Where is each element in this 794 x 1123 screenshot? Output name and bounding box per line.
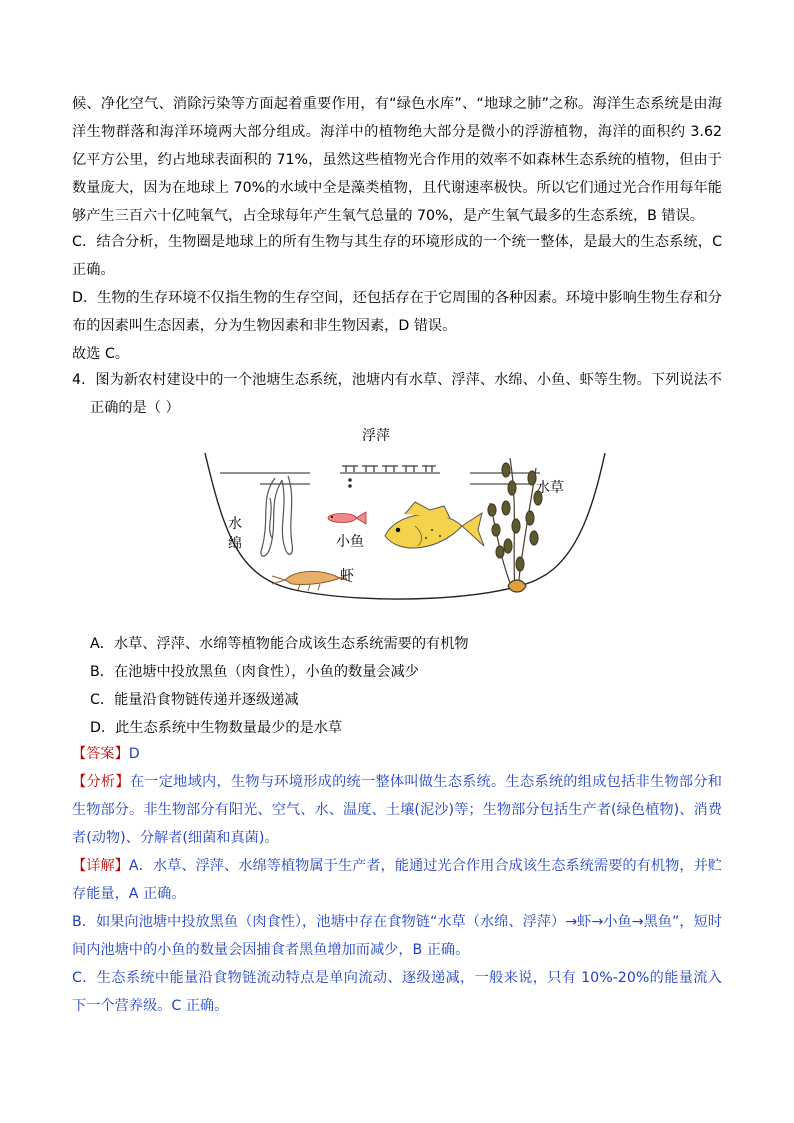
paragraph-option-c-explanation: C．结合分析，生物圈是地球上的所有生物与其生存的环境形成的一个统一整体，是最大的生态系统，C 正确。 bbox=[72, 234, 722, 278]
paragraph-conclusion: 故选 C。 bbox=[72, 346, 129, 362]
option-c: C．能量沿食物链传递并逐级递减 bbox=[90, 692, 299, 708]
detail-a-paragraph bbox=[72, 852, 722, 908]
option-a: A．水草、浮萍、水绵等植物能合成该生态系统需要的有机物 bbox=[90, 636, 469, 652]
spirogyra-icon bbox=[261, 476, 292, 556]
duckweed-icon bbox=[342, 466, 436, 487]
analysis-tag: 【分析】 bbox=[72, 774, 130, 790]
label-water-grass: 水草 bbox=[536, 480, 564, 496]
option-b: B．在池塘中投放黑鱼（肉食性），小鱼的数量会减少 bbox=[90, 664, 419, 680]
paragraph-ocean-ecosystem: 候、净化空气、消除污染等方面起着重要作用，有“绿色水库”、“地球之肺”之称。海洋生态系统是由海洋生物群落和海洋环境两大部分组成。海洋中的植物绝大部分是微小的浮游植物，海洋的面积约 3.62 亿平方公里，约占地球表面积的 71%，虽然这些植物光合作用的效率不如森林生态系统的植物，但由于数量庞大，因为在地球上 70%的水域中全是藻类植物，且代谢速率极快。所以它们通过光合作用每年能够产生三百六十亿吨氧气，占全球每年产生氧气总量的 70%，是产生氧气最多的生态系统，B 错误。 bbox=[72, 96, 722, 224]
option-d: D．此生态系统中生物数量最少的是水草 bbox=[90, 720, 343, 736]
small-fish-icon bbox=[328, 512, 366, 524]
answer-tag: 【答案】 bbox=[72, 746, 129, 762]
label-spirogyra-2: 绵 bbox=[228, 536, 242, 552]
answer-value: D bbox=[128, 746, 140, 762]
detail-a-text: A．水草、浮萍、水绵等植物属于生产者，能通过光合作用合成该生态系统需要的有机物，并贮存能量，A 正确。 bbox=[72, 858, 722, 902]
pond-ecosystem-diagram bbox=[200, 418, 610, 618]
detail-c-paragraph: C．生态系统中能量沿食物链流动特点是单向流动、逐级递减，一般来说，只有 10%-20%的能量流入下一个营养级。C 正确。 bbox=[72, 970, 722, 1014]
paragraph-option-d-explanation: D．生物的生存环境不仅指生物的生存空间，还包括存在于它周围的各种因素。环境中影响生物生存和分布的因素叫生态因素，分为生物因素和非生物因素，D 错误。 bbox=[72, 290, 722, 334]
label-shrimp: 虾 bbox=[340, 568, 354, 584]
label-duckweed: 浮萍 bbox=[362, 428, 390, 444]
analysis-text: 在一定地域内，生物与环境形成的统一整体叫做生态系统。生态系统的组成包括非生物部分和生物部分。非生物部分有阳光、空气、水、温度、土壤(泥沙)等；生物部分包括生产者(绿色植物)、消费者(动物)、分解者(细菌和真菌)。 bbox=[72, 774, 722, 846]
answer-line bbox=[72, 740, 722, 768]
analysis-paragraph bbox=[72, 768, 722, 852]
detail-b-paragraph: B．如果向池塘中投放黑鱼（肉食性），池塘中存在食物链“水草（水绵、浮萍）→虾→小鱼→黑鱼”，短时间内池塘中的小鱼的数量会因捕食者黑鱼增加而减少，B 正确。 bbox=[72, 914, 722, 958]
big-fish-icon bbox=[385, 502, 484, 548]
detail-tag: 【详解】 bbox=[72, 858, 129, 874]
label-spirogyra-1: 水 bbox=[228, 516, 242, 532]
water-grass-icon bbox=[488, 458, 542, 592]
question-4-stem: 4．图为新农村建设中的一个池塘生态系统，池塘内有水草、浮萍、水绵、小鱼、虾等生物。下列说法不正确的是（ ） bbox=[72, 372, 722, 416]
label-small-fish: 小鱼 bbox=[336, 534, 364, 550]
